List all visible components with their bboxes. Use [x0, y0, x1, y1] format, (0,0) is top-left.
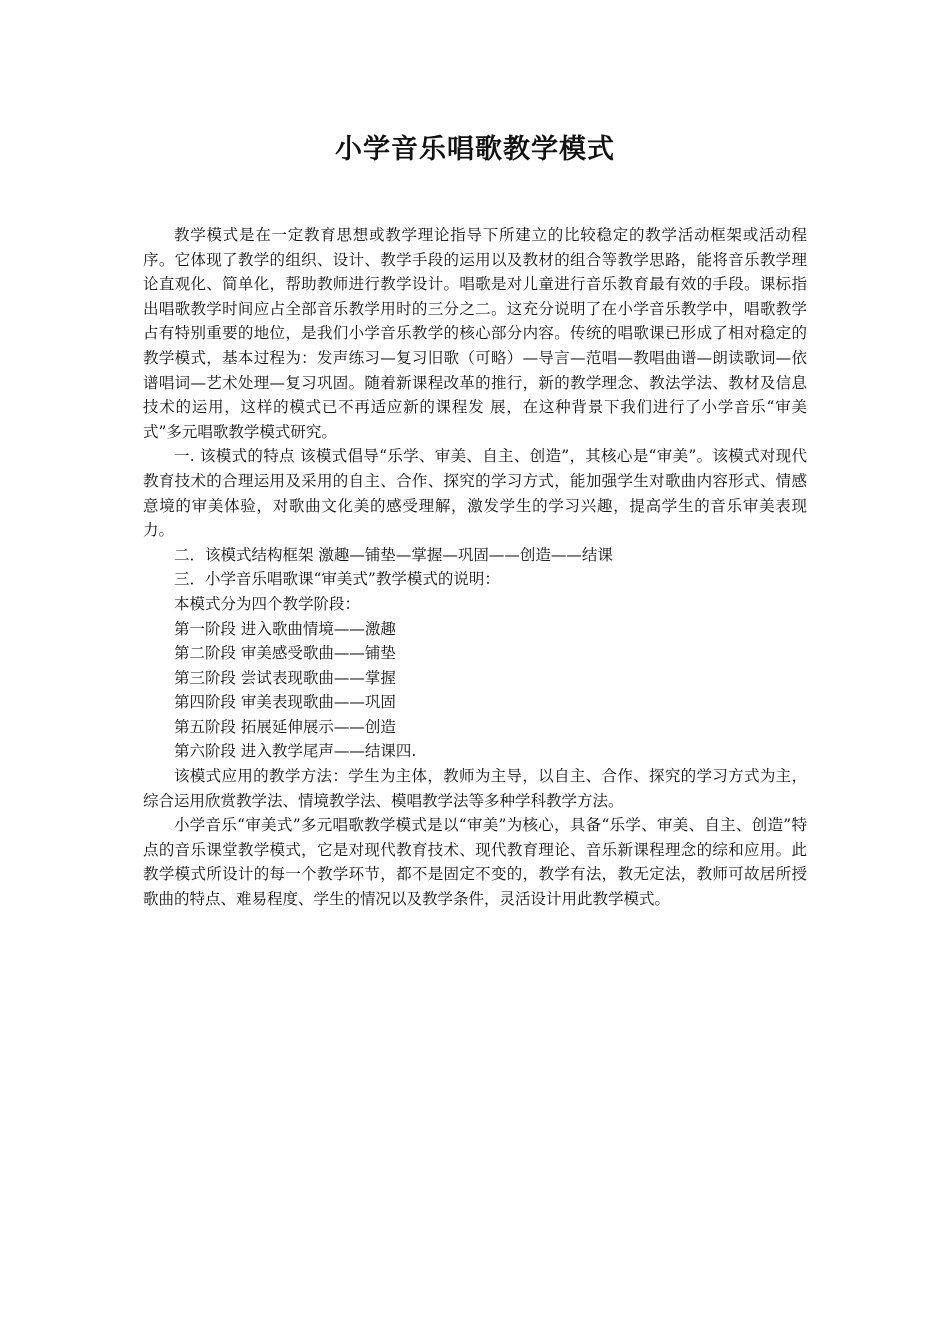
section-three-heading: 三．小学音乐唱歌课“审美式”教学模式的说明：: [174, 570, 500, 589]
section-one-paragraph: 一. 该模式的特点 该模式倡导“乐学、审美、自主、创造”，其核心是“审美”。该模式对现代教育技术的合理运用及采用的自主、合作、探究的学习方式，能加强学生对歌曲内容形式、情感意境的审美体验，对歌曲文化美的感受理解，激发学生的学习兴趣，提高学生的音乐审美表现力。: [143, 447, 807, 540]
intro-paragraph: 教学模式是在一定教育思想或教学理论指导下所建立的比较稳定的教学活动框架或活动程序。它体现了教学的组织、设计、教学手段的运用以及教材的组合等教学思路，能将音乐教学理论直观化、简单化，帮助教师进行教学设计。唱歌是对儿童进行音乐教育最有效的手段。课标指出唱歌教学时间应占全部音乐教学用时的三分之二。这充分说明了在小学音乐教学中，唱歌教学占有特别重要的地位，是我们小学音乐教学的核心部分内容。传统的唱歌课已形成了相对稳定的教学模式，基本过程为：发声练习—复习旧歌（可略）—导言—范唱—教唱曲谱—朗读歌词—依谱唱词—艺术处理—复习巩固。随着新课程改革的推行，新的教学理念、教法学法、教材及信息技术的运用，这样的模式已不再适应新的课程发 展，在这种背景下我们进行了小学音乐“审美式”多元唱歌教学模式研究。: [143, 226, 807, 441]
section-two-line: 二．该模式结构框架 激趣—铺垫—掌握—巩固——创造——结课: [174, 545, 613, 564]
document-title: 小学音乐唱歌教学模式: [335, 134, 615, 165]
methods-paragraph: 该模式应用的教学方法：学生为主体，教师为主导，以自主、合作、探究的学习方式为主，综合运用欣赏教学法、情境教学法、模唱教学法等多种学科教学方法。: [143, 767, 807, 810]
stage-item-5: 第五阶段 拓展延伸展示——创造: [174, 717, 396, 736]
document-body: [143, 223, 807, 912]
stages-intro: 本模式分为四个教学阶段：: [174, 594, 361, 613]
stage-item-1: 第一阶段 进入歌曲情境——激趣: [174, 619, 396, 638]
stage-item-3: 第三阶段 尝试表现歌曲——掌握: [174, 668, 396, 687]
stage-item-2: 第二阶段 审美感受歌曲——铺垫: [174, 644, 396, 663]
conclusion-paragraph: 小学音乐“审美式”多元唱歌教学模式是以“审美”为核心，具备“乐学、审美、自主、创造”特点的音乐课堂教学模式，它是对现代教育技术、现代教育理论、音乐新课程理念的综和应用。此教学模式所设计的每一个教学环节，都不是固定不变的，教学有法，教无定法，教师可故居所授歌曲的特点、难易程度、学生的情况以及教学条件，灵活设计用此教学模式。: [143, 816, 807, 909]
stage-item-4: 第四阶段 审美表现歌曲——巩固: [174, 693, 396, 712]
stage-item-6: 第六阶段 进入教学尾声——结课四.: [174, 742, 417, 761]
